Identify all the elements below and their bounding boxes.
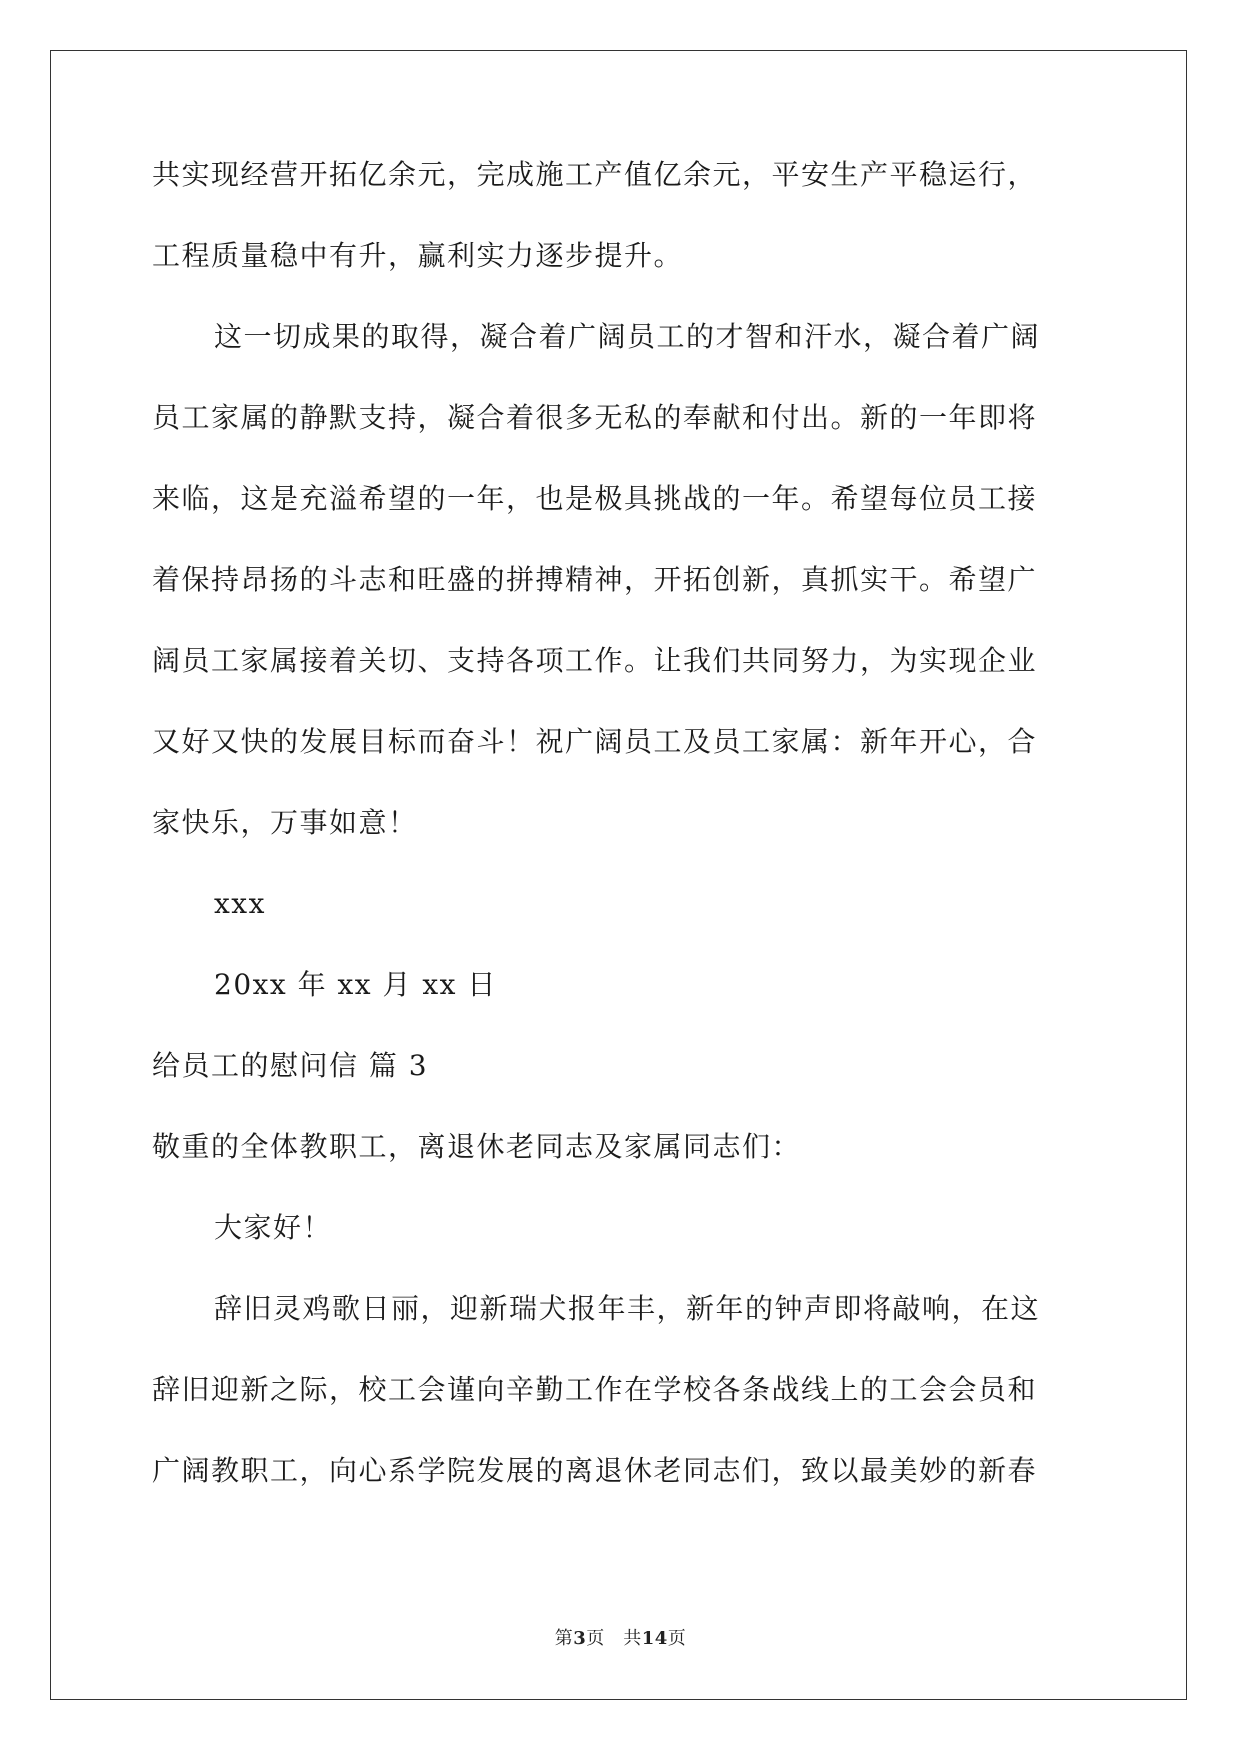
page-mid: 页 共 bbox=[586, 1628, 642, 1649]
text-line: 阔员工家属接着关切、支持各项工作。让我们共同努力，为实现企业 bbox=[152, 644, 1038, 677]
document-body bbox=[152, 158, 1092, 1539]
signature: xxx bbox=[214, 887, 266, 920]
page-total: 14 bbox=[641, 1628, 668, 1649]
section-heading: 给员工的慰问信 篇 3 bbox=[152, 1049, 429, 1082]
text-line: 着保持昂扬的斗志和旺盛的拼搏精神，开拓创新，真抓实干。希望广 bbox=[152, 563, 1038, 596]
date-line: 20xx 年 xx 月 xx 日 bbox=[214, 968, 497, 1001]
text-line: 辞旧灵鸡歌日丽，迎新瑞犬报年丰，新年的钟声即将敲响，在这 bbox=[214, 1292, 1041, 1325]
greeting: 大家好！ bbox=[214, 1211, 333, 1244]
page-number: 3 bbox=[573, 1628, 587, 1649]
salutation: 敬重的全体教职工，离退休老同志及家属同志们： bbox=[152, 1130, 802, 1163]
page-prefix: 第 bbox=[554, 1628, 574, 1649]
page-footer bbox=[0, 1624, 1241, 1650]
text-line: 共实现经营开拓亿余元，完成施工产值亿余元，平安生产平稳运行， bbox=[152, 158, 1038, 191]
text-line: 来临，这是充溢希望的一年，也是极具挑战的一年。希望每位员工接 bbox=[152, 482, 1038, 515]
text-line: 家快乐，万事如意！ bbox=[152, 806, 418, 839]
text-line: 这一切成果的取得，凝合着广阔员工的才智和汗水，凝合着广阔 bbox=[214, 320, 1041, 353]
page-suffix: 页 bbox=[667, 1628, 687, 1649]
text-line: 又好又快的发展目标而奋斗！祝广阔员工及员工家属：新年开心，合 bbox=[152, 725, 1038, 758]
text-line: 员工家属的静默支持，凝合着很多无私的奉献和付出。新的一年即将 bbox=[152, 401, 1038, 434]
text-line: 辞旧迎新之际，校工会谨向辛勤工作在学校各条战线上的工会会员和 bbox=[152, 1373, 1038, 1406]
text-line: 工程质量稳中有升，赢利实力逐步提升。 bbox=[152, 239, 684, 272]
text-line: 广阔教职工，向心系学院发展的离退休老同志们，致以最美妙的新春 bbox=[152, 1454, 1038, 1487]
